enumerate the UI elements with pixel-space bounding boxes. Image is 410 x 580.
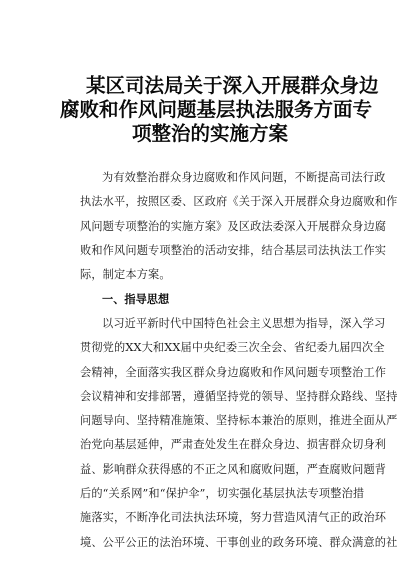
text-line: 际，制定本方案。	[80, 268, 171, 282]
section-heading: 一、指导思想	[102, 293, 170, 306]
text-line: 风问题专项整治的实施方案》及区政法委深入开展群众身边腐	[80, 219, 387, 233]
text-line: 会精神，全面落实我区群众身边腐败和作风问题专项整治工作	[80, 365, 387, 379]
text-line: 贯彻党的XX大和XX届中央纪委三次全会、省纪委九届四次全	[80, 341, 385, 355]
text-line: 执法水平，按照区委、区政府《关于深入开展群众身边腐败和作	[80, 195, 398, 209]
title-line: 某区司法局关于深入开展群众身边	[86, 74, 379, 97]
text-line: 益、影响群众获得感的不正之风和腐败问题，严查腐败问题背	[80, 462, 387, 476]
section-paragraph	[80, 312, 398, 555]
title-line: 腐败和作风问题基层执法服务方面专	[60, 98, 373, 121]
document-title	[60, 74, 379, 146]
text-line: 问题导向、坚持精准施策、坚持标本兼治的原则，推进全面从严	[80, 414, 398, 428]
title-line: 项整治的实施方案	[131, 122, 288, 145]
text-line: 会议精神和安排部署，遵循坚持党的领导、坚持群众路线、坚持	[80, 389, 398, 403]
text-line: 败和作风问题专项整治的活动安排，结合基层司法执法工作实	[80, 243, 387, 257]
text-line: 后的“关系网”和“保护伞”，切实强化基层执法专项整治措	[80, 487, 365, 501]
text-line: 境、公平公正的法治环境、干事创业的政务环境、群众满意的社	[80, 535, 398, 549]
text-line: 治党向基层延伸，严肃查处发生在群众身边、损害群众切身利	[80, 438, 387, 452]
text-line: 施落实，不断净化司法执法环境，努力营造风清气正的政治环	[80, 511, 387, 525]
text-line: 为有效整治群众身边腐败和作风问题，不断提高司法行政	[102, 171, 386, 184]
intro-paragraph	[80, 166, 398, 287]
text-line: 以习近平新时代中国特色社会主义思想为指导，深入学习	[102, 317, 386, 330]
